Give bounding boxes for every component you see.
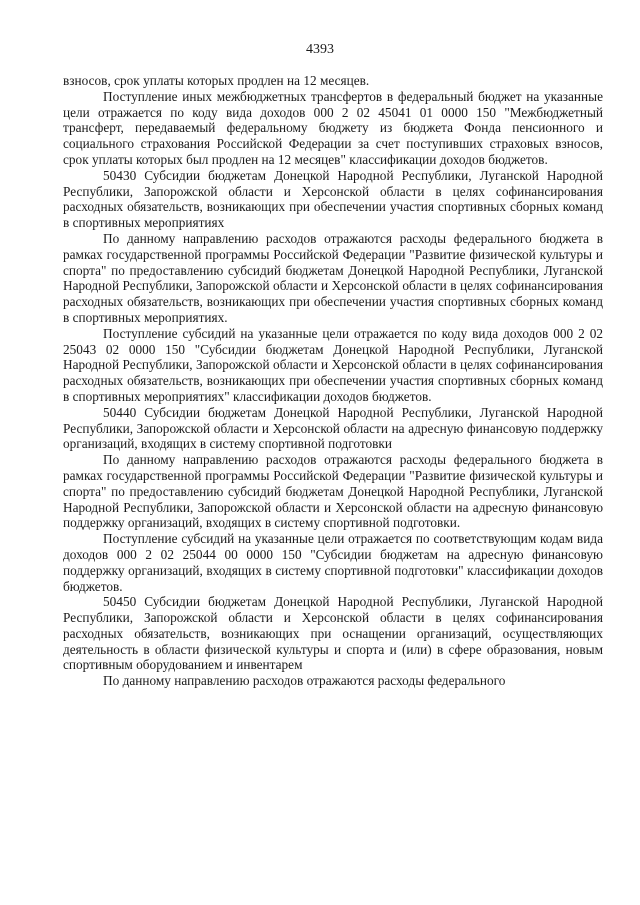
paragraph: 50440 Субсидии бюджетам Донецкой Народной Республики, Луганской Народной Республики, Запорожской области и Херсонской области на адресную финансовую поддержку организаций, входящих в систему спортивной подготовки [63,404,603,452]
page-number: 4393 [306,42,334,57]
paragraph: Поступление иных межбюджетных трансфертов в федеральный бюджет на указанные цели отражается по коду вида доходов 000 2 02 45041 01 0000 150 "Межбюджетный трансферт, передаваемый федеральному бюджету из бюджета Фонда пенсионного и социального страхования Российской Федерации за счет поступивших страховых взносов, срок уплаты которых был продлен на 12 месяцев" классификации доходов бюджетов. [63,88,603,167]
paragraph: По данному направлению расходов отражаются расходы федерального бюджета в рамках государственной программы Российской Федерации "Развитие физической культуры и спорта" по предоставлению субсидий бюджетам Донецкой Народной Республики, Луганской Народной Республики, Запорожской области и Херсонской области на адресную финансовую поддержку организаций, входящих в систему спортивной подготовки. [63,452,603,531]
paragraph: Поступление субсидий на указанные цели отражается по коду вида доходов 000 2 02 25043 02 0000 150 "Субсидии бюджетам Донецкой Народной Республики, Луганской Народной Республики, Запорожской области и Херсонской области в целях софинансирования расходных обязательств, возникающих при обеспечении участия спортивных сборных команд в спортивных мероприятиях" классификации доходов бюджетов. [63,325,603,404]
document-body [63,73,603,689]
paragraph: Поступление субсидий на указанные цели отражается по соответствующим кодам вида доходов 000 2 02 25044 00 0000 150 "Субсидии бюджетам на адресную финансовую поддержку организаций, входящих в систему спортивной подготовки" классификации доходов бюджетов. [63,531,603,594]
paragraph: 50430 Субсидии бюджетам Донецкой Народной Республики, Луганской Народной Республики, Запорожской области и Херсонской области в целях софинансирования расходных обязательств, возникающих при обеспечении участия спортивных сборных команд в спортивных мероприятиях [63,167,603,231]
paragraph: По данному направлению расходов отражаются расходы федерального [103,673,506,689]
paragraph: взносов, срок уплаты которых продлен на 12 месяцев. [63,73,370,88]
paragraph: По данному направлению расходов отражаются расходы федерального бюджета в рамках государственной программы Российской Федерации "Развитие физической культуры и спорта" по предоставлению субсидий бюджетам Донецкой Народной Республики, Луганской Народной Республики, Запорожской области и Херсонской области в целях софинансирования расходных обязательств, возникающих при обеспечении участия спортивных сборных команд в спортивных мероприятиях. [63,230,603,325]
paragraph: 50450 Субсидии бюджетам Донецкой Народной Республики, Луганской Народной Республики, Запорожской области и Херсонской области в целях софинансирования расходных обязательств, возникающих при оснащении организаций, осуществляющих деятельность в области физической культуры и спорта и (или) в сфере образования, новым спортивным оборудованием и инвентарем [63,594,603,673]
